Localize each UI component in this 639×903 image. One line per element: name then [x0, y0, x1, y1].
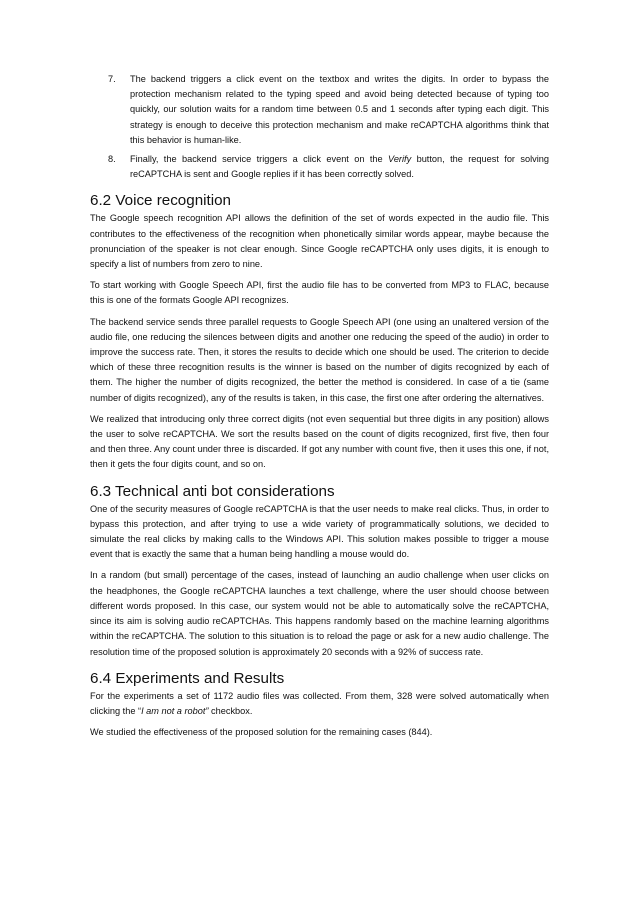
list-item-number: 8.	[108, 154, 116, 165]
section-heading-anti-bot: 6.3 Technical anti bot considerations	[90, 482, 335, 500]
paragraph: One of the security measures of Google reCAPTCHA is that the user needs to make real clicks. Thus, in order to bypass this protection, and after trying to use a wide variety of programmatically solutions, we decided to simulate the real clicks by making calls to the Windows API. This solution makes possible to trigger a mouse event that is exactly the same that a human being handling a mouse would do.	[90, 503, 549, 560]
paragraph: To start working with Google Speech API, first the audio file has to be converted from MP3 to FLAC, because this is one of the formats Google API recognizes.	[90, 280, 549, 306]
verify-button-name: Verify	[388, 154, 412, 165]
numbered-list	[90, 72, 549, 182]
paragraph: In a random (but small) percentage of the cases, instead of launching an audio challenge when user clicks on the headphones, the Google reCAPTCHA launches a text challenge, where the user should choose between different words proposed. In this case, our system would not be able to automatically solve the reCAPTCHA, since its aim is solving audio reCAPTCHAs. This happens randomly based on the machine learning algorithms within the reCAPTCHA. The solution to this situation is to reload the page or ask for a new audio challenge. The resolution time of the proposed solution is approximately 20 seconds with a 92% of success rate.	[90, 570, 549, 657]
checkbox-label-quote: I am not a robot”	[141, 705, 209, 716]
list-item	[90, 72, 549, 148]
document-page	[90, 72, 549, 746]
section-heading-voice-recognition: 6.2 Voice recognition	[90, 192, 232, 210]
list-item-text-start: Finally, the backend service triggers a click event on the	[130, 154, 389, 165]
list-item-number: 7.	[108, 74, 116, 84]
section-heading-experiments: 6.4 Experiments and Results	[90, 669, 285, 687]
paragraph: The Google speech recognition API allows the definition of the set of words expected in the audio file. This contributes to the effectiveness of the recognition when phonetically similar words appear, maybe because the pronunciation of the speaker is not clear enough. Since Google reCAPTCHA only uses digits, it is enough to specify a list of numbers from zero to nine.	[90, 213, 549, 270]
paragraph-text-end: checkbox.	[208, 705, 253, 716]
paragraph-text-start: For the experiments a set of 1172 audio files was collected. From them, 328 were solved automatically when clicking the “	[90, 690, 549, 716]
list-item-text	[130, 152, 549, 182]
paragraph	[90, 689, 549, 719]
paragraph: We realized that introducing only three correct digits (not even sequential but three digits in any position) allows the user to solve reCAPTCHA. We sort the results based on the count of digits recognized, first five, then four and then three. Any count under three is discarded. If got any number with count five, then it uses this one, if not, then it gets the four digits count, and so on.	[90, 413, 549, 470]
paragraph: We studied the effectiveness of the proposed solution for the remaining cases (844).	[90, 727, 433, 738]
list-item	[90, 152, 549, 182]
list-item-text: The backend triggers a click event on the textbox and writes the digits. In order to bypass the protection mechanism related to the typing speed and avoid being detected because of typing too quickly, our solution waits for a random time between 0.5 and 1 seconds after typing each digit. This strategy is enough to deceive this protection mechanism and make reCAPTCHA algorithms think that this behavior is human-like.	[130, 74, 549, 145]
paragraph: The backend service sends three parallel requests to Google Speech API (one using an unaltered version of the audio file, one reducing the silences between digits and another one reducing the speed of the audio) in order to improve the success rate. Then, it stores the results to decide which one should be used. The criterion to decide which of these three recognition results is the winner is based on the number of digits recognized by each of them. The higher the number of digits recognized, the better the method is considered. In case of a tie (same number of digits recognized), any of the results is taken, in this case, the first one after ordering the alternatives.	[90, 316, 549, 403]
list-item-text-end: button, the request for solving reCAPTCHA is sent and Google replies if it has been correctly solved.	[130, 154, 549, 180]
